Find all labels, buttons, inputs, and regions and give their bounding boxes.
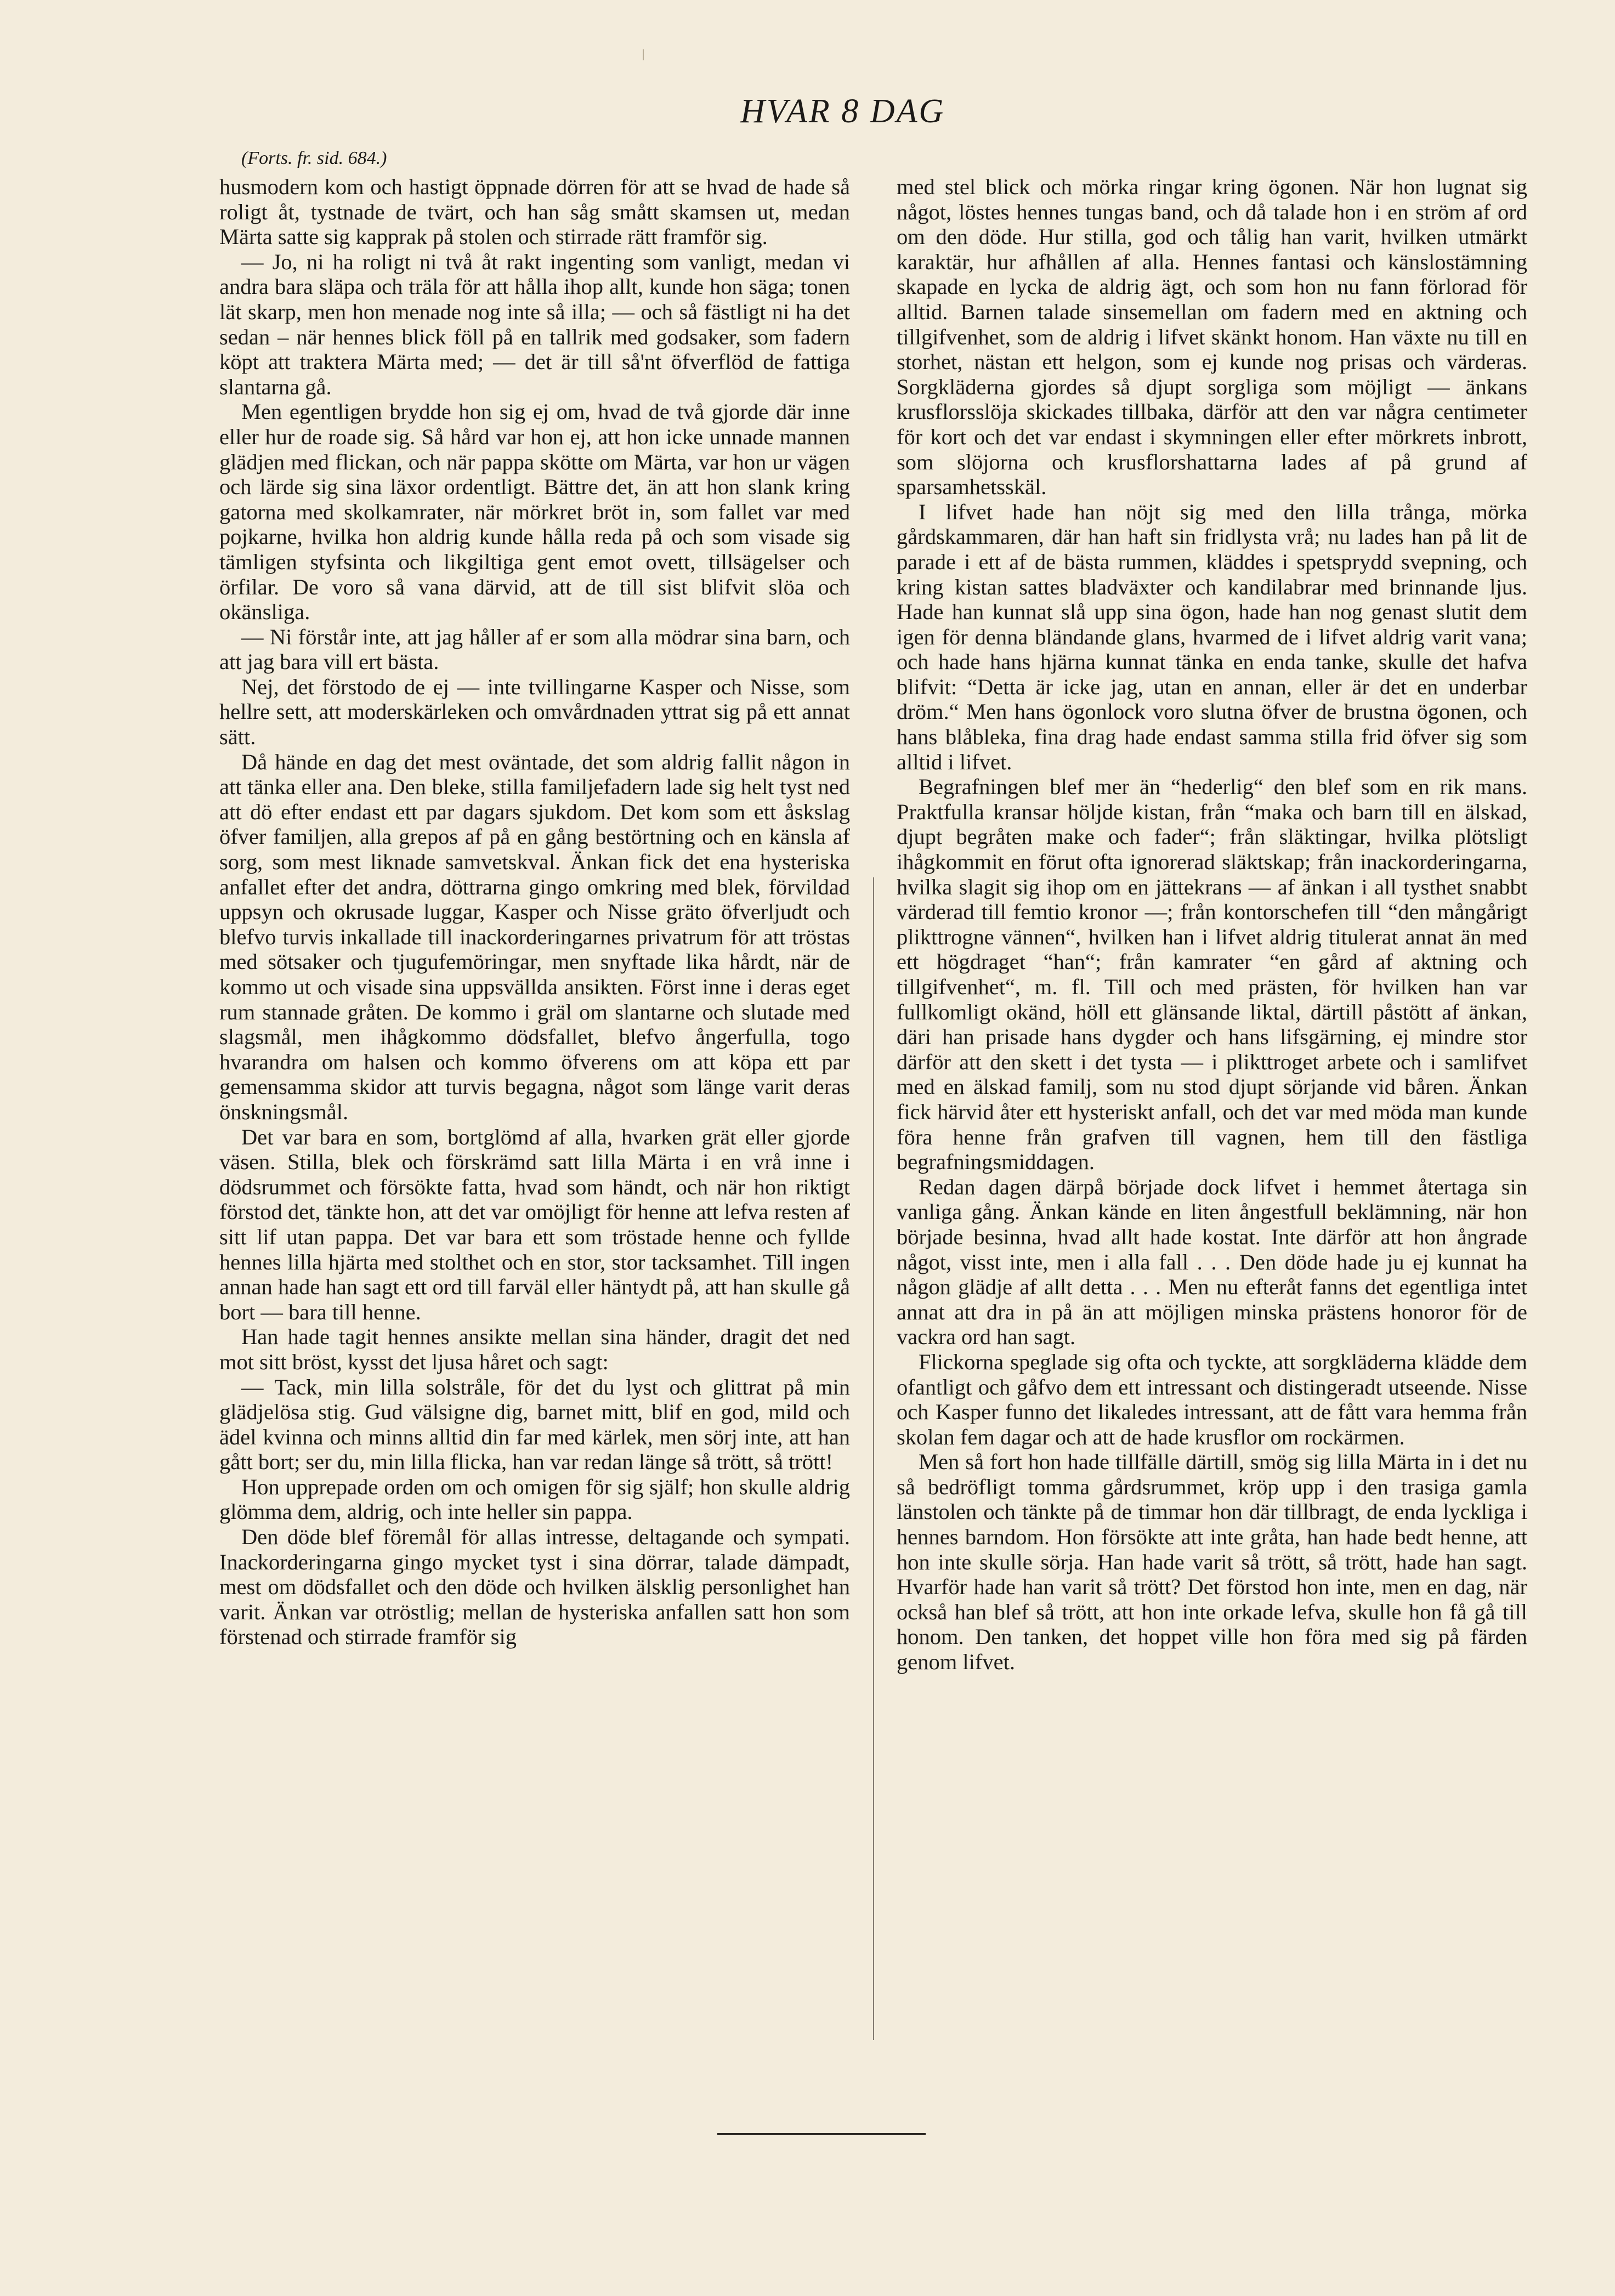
paragraph: med stel blick och mörka ringar kring ögonen. När hon lugnat sig något, löstes hennes tungas band, och då talade hon i en ström af ord om den döde. Hur stilla, god och tålig han varit, hvilken utmärkt karaktär, hur afhållen af alla. Hennes fantasi och känslostämning skapade en lycka de aldrig ägt, och som hon nu fann förlorad för alltid. Barnen talade sinsemellan om fadern med en aktning och tillgifvenhet, som de aldrig i lifvet skänkt honom. Han växte nu till en storhet, nästan ett helgon, som ej kunde nog prisas och värderas. Sorgkläderna gjordes så djupt sorgliga som möjligt — änkans krusflorsslöja skickades tillbaka, därför att den var några centimeter för kort och det var endast i skymningen eller efter mörkrets inbrott, som slöjorna och krusflorshattarna lades af på grund af sparsamhetsskäl. <box>897 174 1527 500</box>
paragraph: I lifvet hade han nöjt sig med den lilla trånga, mörka gårdskammaren, där han haft sin fridlysta vrå; nu lades han på lit de parade i ett af de bästa rummen, kläddes i spetsprydd svepning, och kring kistan sattes bladväxter och kandilabrar med brinnande ljus. Hade han kunnat slå upp sina ögon, hade han nog genast slutit dem igen för denna bländande glans, hvarmed de i lifvet aldrig varit vana; och hade hans hjärna kunnat tänka en enda tanke, skulle det hafva blifvit: “Detta är icke jag, utan en annan, eller är det en underbar dröm.“ Men hans ögonlock voro slutna öfver de brustna ögonen, och hans blåbleka, fina drag hade endast samma stilla frid öfver sig som alltid i lifvet. <box>897 499 1527 774</box>
continuation-note: (Forts. fr. sid. 684.) <box>241 148 387 168</box>
left-column <box>219 174 850 1649</box>
paragraph: Då hände en dag det mest oväntade, det som aldrig fallit någon in att tänka eller ana. Den bleke, stilla familjefadern lade sig helt tyst ned att dö efter endast ett par dagars sjukdom. Det kom som ett åskslag öfver familjen, alla grepos af på en gång bestörtning och en känsla af sorg, som mest liknade samvetskval. Änkan fick det ena hysteriska anfallet efter det andra, döttrarna gingo omkring med blek, förvildad uppsyn och okrusade luggar, Kasper och Nisse gräto öfverljudt och blefvo turvis inkallade till inackorderingarnes privatrum för att tröstas med sötsaker och tjugufemöringar, men snyftade lika hårdt, när de kommo ut och visade sina uppsvällda ansikten. Först inne i deras eget rum stannade gråten. De kommo i gräl om slantarne och slutade med slagsmål, men ihågkommo dödsfallet, blefvo ångerfulla, togo hvarandra om halsen och kommo öfverens om att köpa ett par gemensamma skidor att turvis begagna, något som länge varit deras önskningsmål. <box>219 749 850 1124</box>
paper-fold-mark <box>643 49 644 60</box>
paragraph: — Ni förstår inte, att jag håller af er som alla mödrar sina barn, och att jag bara vill ert bästa. <box>219 624 850 674</box>
paragraph: Men egentligen brydde hon sig ej om, hvad de två gjorde där inne eller hur de roade sig. Så hård var hon ej, att hon icke unnade mannen glädjen med flickan, och när pappa skötte om Märta, var hon ur vägen och lärde sig sina läxor ordentligt. Bättre det, än att hon slank kring gatorna med skolkamrater, när mörkret bröt in, som fallet var med pojkarne, hvilka hon aldrig kunde hålla reda på och som visade sig tämligen styfsinta och likgiltiga gent emot ovett, tillsägelser och örfilar. De voro så vana därvid, att de till sist blifvit slöa och okänsliga. <box>219 399 850 625</box>
paragraph: Flickorna speglade sig ofta och tyckte, att sorgkläderna klädde dem ofantligt och gåfvo dem ett intressant och distingeradt utseende. Nisse och Kasper funno det likaledes intressant, att de fått vara hemma från skolan fem dagar och att de hade krusflor om rockärmen. <box>897 1349 1527 1449</box>
paragraph: — Tack, min lilla solstråle, för det du lyst och glittrat på min glädjelösa stig. Gud välsigne dig, barnet mitt, blif en god, mild och ädel kvinna och minns alltid din far med kärlek, men sörj inte, att han gått bort; ser du, min lilla flicka, han var redan länge så trött, så trött! <box>219 1374 850 1475</box>
paragraph: Han hade tagit hennes ansikte mellan sina händer, dragit det ned mot sitt bröst, kysst det ljusa håret och sagt: <box>219 1324 850 1374</box>
paragraph: Hon upprepade orden om och omigen för sig själf; hon skulle aldrig glömma dem, aldrig, och inte heller sin pappa. <box>219 1474 850 1524</box>
paragraph: — Jo, ni ha roligt ni två åt rakt ingenting som vanligt, medan vi andra bara släpa och träla för att hålla ihop allt, kunde hon säga; tonen lät skarp, men hon menade nog inte så illa; — och så fästligt ni ha det sedan – när hennes blick föll på en tallrik med godsaker, som fadern köpt att traktera Märta med; — det är till så'nt öfverflöd de fattiga slantarna gå. <box>219 249 850 399</box>
paragraph: Det var bara en som, bortglömd af alla, hvarken grät eller gjorde väsen. Stilla, blek och förskrämd satt lilla Märta i en vrå inne i dödsrummet och försökte fatta, hvad som händt, och när hon riktigt förstod det, tänkte hon, att det var omöjligt för henne att lefva resten af sitt lif utan pappa. Det var bara ett som tröstade henne och fyllde hennes lilla hjärta med stolthet och en stor, stor tacksamhet. Till ingen annan hade han sagt ett ord till farväl eller häntydt på, att han skulle gå bort — bara till henne. <box>219 1124 850 1324</box>
end-rule <box>717 2133 926 2135</box>
column-divider <box>873 877 874 2040</box>
paragraph: Den döde blef föremål för allas intresse, deltagande och sympati. Inackorderingarna gingo mycket tyst i sina dörrar, talade dämpadt, mest om dödsfallet och den döde och hvilken älsklig personlighet han varit. Änkan var otröstlig; mellan de hysteriska anfallen satt hon som förstenad och stirrade framför sig <box>219 1524 850 1649</box>
paragraph: Redan dagen därpå började dock lifvet i hemmet återtaga sin vanliga gång. Änkan kände en liten ångestfull beklämning, när hon började besinna, hvad allt hade kostat. Inte därför att hon ångrade något, visst inte, men i alla fall . . . Den döde hade ju ej kunnat ha någon glädje af allt detta . . . Men nu efteråt fanns det egentliga intet annat att dra in på än att möjligen minska prästens honoror för de vackra ord han sagt. <box>897 1174 1527 1350</box>
paragraph: Nej, det förstodo de ej — inte tvillingarne Kasper och Nisse, som hellre sett, att moderskärleken och omvårdnaden yttrat sig på ett annat sätt. <box>219 674 850 750</box>
paragraph: Men så fort hon hade tillfälle därtill, smög sig lilla Märta in i det nu så bedröfligt tomma gårdsrummet, kröp upp i den trasiga gamla länstolen och tänkte på de timmar hon där tillbragt, de enda lyckliga i hennes barndom. Hon försökte att inte gråta, han hade bedt henne, att hon inte skulle sörja. Han hade varit så trött, så trött, hade han sagt. Hvarför hade han varit så trött? Det förstod hon inte, men en dag, när också han blef så trött, att hon inte orkade lefva, skulle hon få gå till honom. Den tanken, det hoppet ville hon föra med sig på färden genom lifvet. <box>897 1449 1527 1675</box>
paragraph: husmodern kom och hastigt öppnade dörren för att se hvad de hade så roligt åt, tystnade de tvärt, och han såg smått skamsen ut, medan Märta satte sig kapprak på stolen och stirrade rätt framför sig. <box>219 174 850 250</box>
running-header: HVAR 8 DAG <box>740 93 945 130</box>
paragraph: Begrafningen blef mer än “hederlig“ den blef som en rik mans. Praktfulla kransar höljde kistan, från “maka och barn till en älskad, djupt begråten make och fader“; från släktingar, hvilka plötsligt ihågkommit en förut ofta ignorerad släktskap; från inackorderingarna, hvilka slagit sig ihop om en jättekrans — af änkan i all tysthet snabbt värderad till femtio kronor —; från kontorschefen till “den mångårigt plikttrogne vännen“, hvilken han i lifvet aldrig titulerat annat än med ett högdraget “han“; från kamrater “en gård af aktning och tillgifvenhet“, m. fl. Till och med prästen, för hvilken han var fullkomligt okänd, höll ett glänsande liktal, därtill påstött af änkan, däri han prisade hans dygder och hans lifsgärning, ej mindre stor därför att den skett i det tysta — i plikttroget arbete och i samlifvet med en älskad familj, som nu stod djupt sörjande vid båren. Änkan fick härvid åter ett hysteriskt anfall, och det var med möda man kunde föra henne från grafven till vagnen, hem till den fästliga begrafningsmiddagen. <box>897 774 1527 1175</box>
right-column <box>897 174 1527 1675</box>
